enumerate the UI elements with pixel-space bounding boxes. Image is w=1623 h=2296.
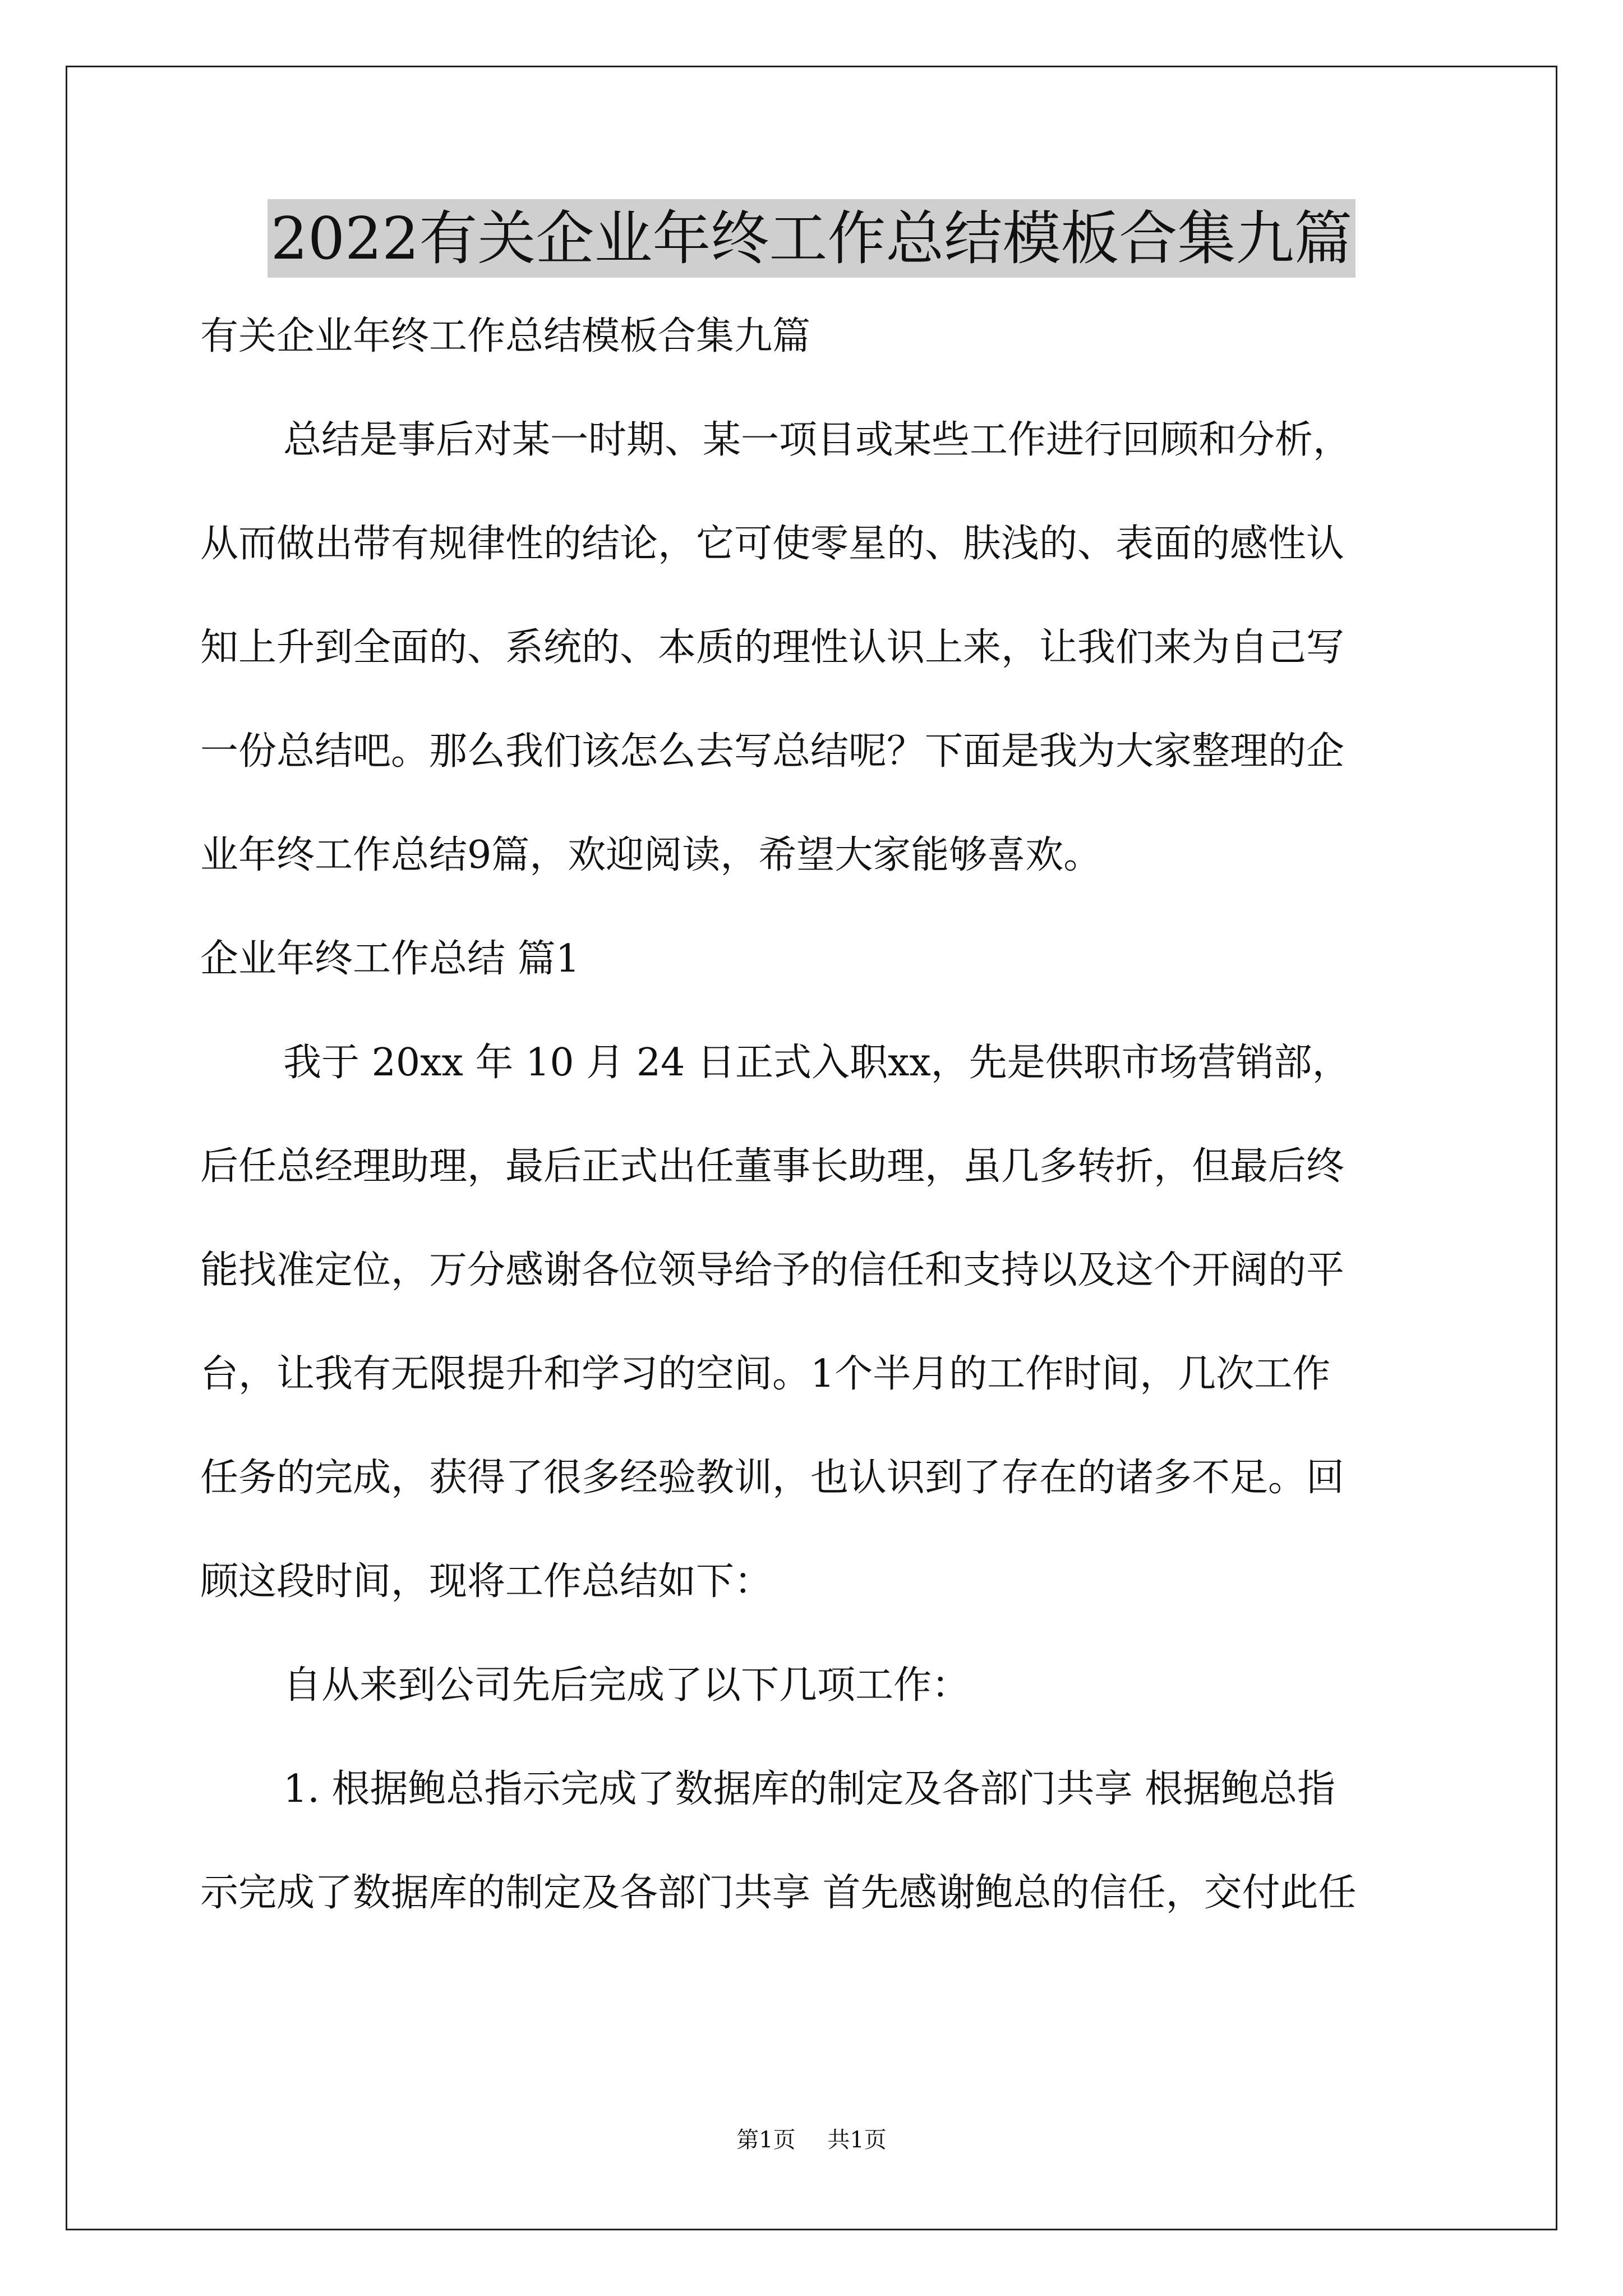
text-line: 一份总结吧。那么我们该怎么去写总结呢？下面是我为大家整理的企 [200, 729, 1345, 774]
title-container [0, 199, 1623, 278]
page-total: 共1页 [827, 2127, 887, 2153]
text-line: 后任总经理助理，最后正式出任董事长助理，虽几多转折，但最后终 [200, 1144, 1345, 1189]
text-line: 业年终工作总结9篇，欢迎阅读，希望大家能够喜欢。 [200, 833, 1102, 877]
text-line: 知上升到全面的、系统的、本质的理性认识上来，让我们来为自己写 [200, 625, 1345, 670]
text-line: 从而做出带有规律性的结论，它可使零星的、肤浅的、表面的感性认 [200, 522, 1345, 566]
document-body [200, 309, 1428, 1969]
page-number: 第1页 [736, 2127, 796, 2153]
document-title: 2022有关企业年终工作总结模板合集九篇 [268, 199, 1356, 278]
text-line: 1. 根据鲍总指示完成了数据库的制定及各部门共享 根据鲍总指 [283, 1767, 1336, 1811]
page-footer [0, 2126, 1623, 2154]
text-line: 任务的完成，获得了很多经验教训，也认识到了存在的诸多不足。回 [200, 1456, 1345, 1500]
text-line: 台，让我有无限提升和学习的空间。1个半月的工作时间，几次工作 [200, 1352, 1331, 1396]
text-line: 能找准定位，万分感谢各位领导给予的信任和支持以及这个开阔的平 [200, 1248, 1345, 1292]
text-line: 有关企业年终工作总结模板合集九篇 [200, 314, 811, 358]
section-heading: 企业年终工作总结 篇1 [200, 937, 580, 981]
text-line: 示完成了数据库的制定及各部门共享 首先感谢鲍总的信任，交付此任 [200, 1871, 1357, 1915]
text-line: 顾这段时间，现将工作总结如下： [200, 1559, 773, 1604]
text-line: 我于 20xx 年 10 月 24 日正式入职xx，先是供职市场营销部， [283, 1041, 1350, 1085]
text-line: 总结是事后对某一时期、某一项目或某些工作进行回顾和分析， [283, 418, 1352, 462]
text-line: 自从来到公司先后完成了以下几项工作： [283, 1663, 970, 1708]
